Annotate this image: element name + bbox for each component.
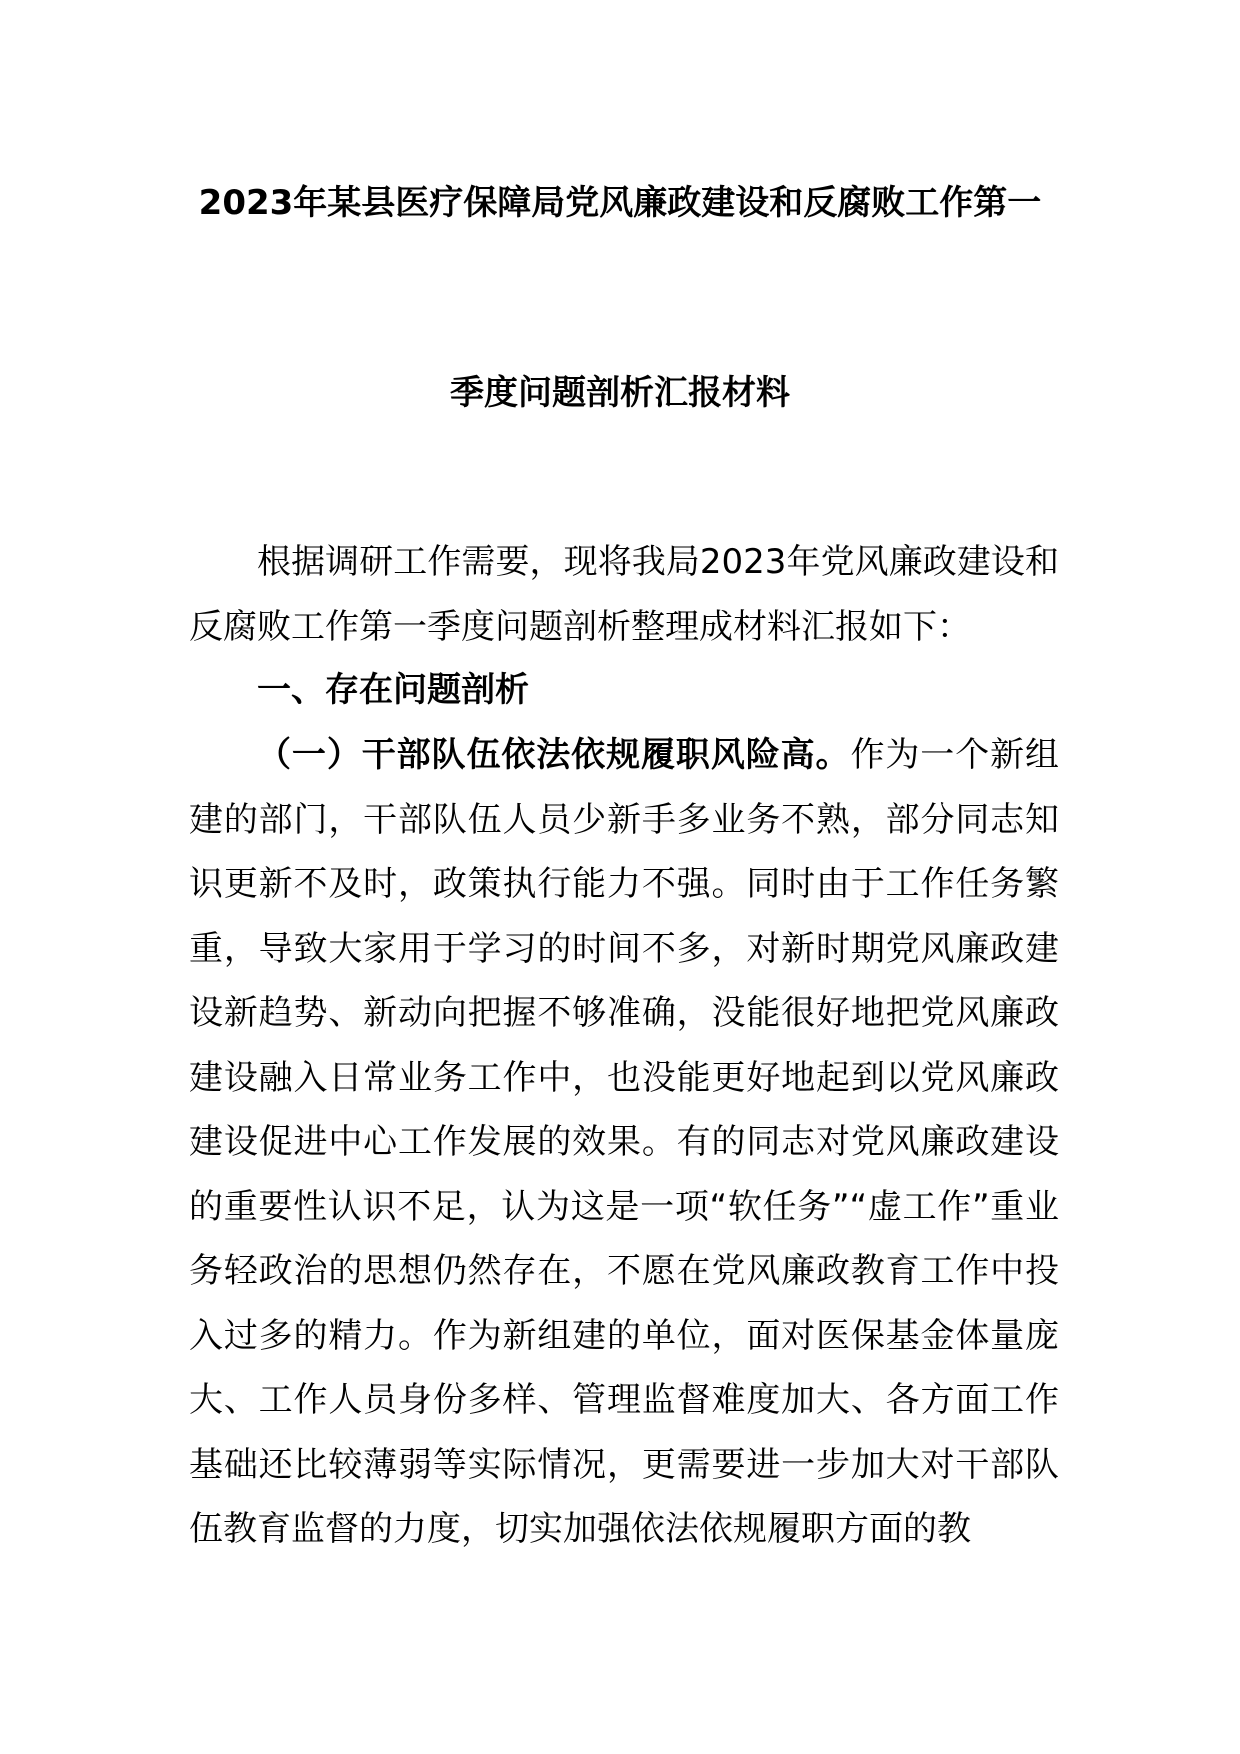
subsection-paragraph (189, 723, 1059, 1562)
subsection-body: 作为一个新组建的部门，干部队伍人员少新手多业务不熟，部分同志知识更新不及时，政策执行能力不强。同时由于工作任务繁重，导致大家用于学习的时间不多，对新时期党风廉政建设新趋势、新动向把握不够准确，没能很好地把党风廉政建设融入日常业务工作中，也没能更好地起到以党风廉政建设促进中心工作发展的效果。有的同志对党风廉政建设的重要性认识不足，认为这是一项“软任务”“虚工作”重业务轻政治的思想仍然存在，不愿在党风廉政教育工作中投入过多的精力。作为新组建的单位，面对医保基金体量庞大、工作人员身份多样、管理监督难度加大、各方面工作基础还比较薄弱等实际情况，更需要进一步加大对干部队伍教育监督的力度，切实加强依法依规履职方面的教 (189, 735, 1060, 1549)
document-title-line-1: 2023年某县医疗保障局党风廉政建设和反腐败工作第一 (198, 183, 1042, 223)
subsection-heading: （一）干部队伍依法依规履职风险高。 (257, 735, 851, 775)
intro-paragraph: 根据调研工作需要，现将我局2023年党风廉政建设和反腐败工作第一季度问题剖析整理成材料汇报如下： (189, 542, 1059, 647)
section-heading: 一、存在问题剖析 (257, 670, 529, 710)
document-title-line-2: 季度问题剖析汇报材料 (450, 373, 790, 413)
